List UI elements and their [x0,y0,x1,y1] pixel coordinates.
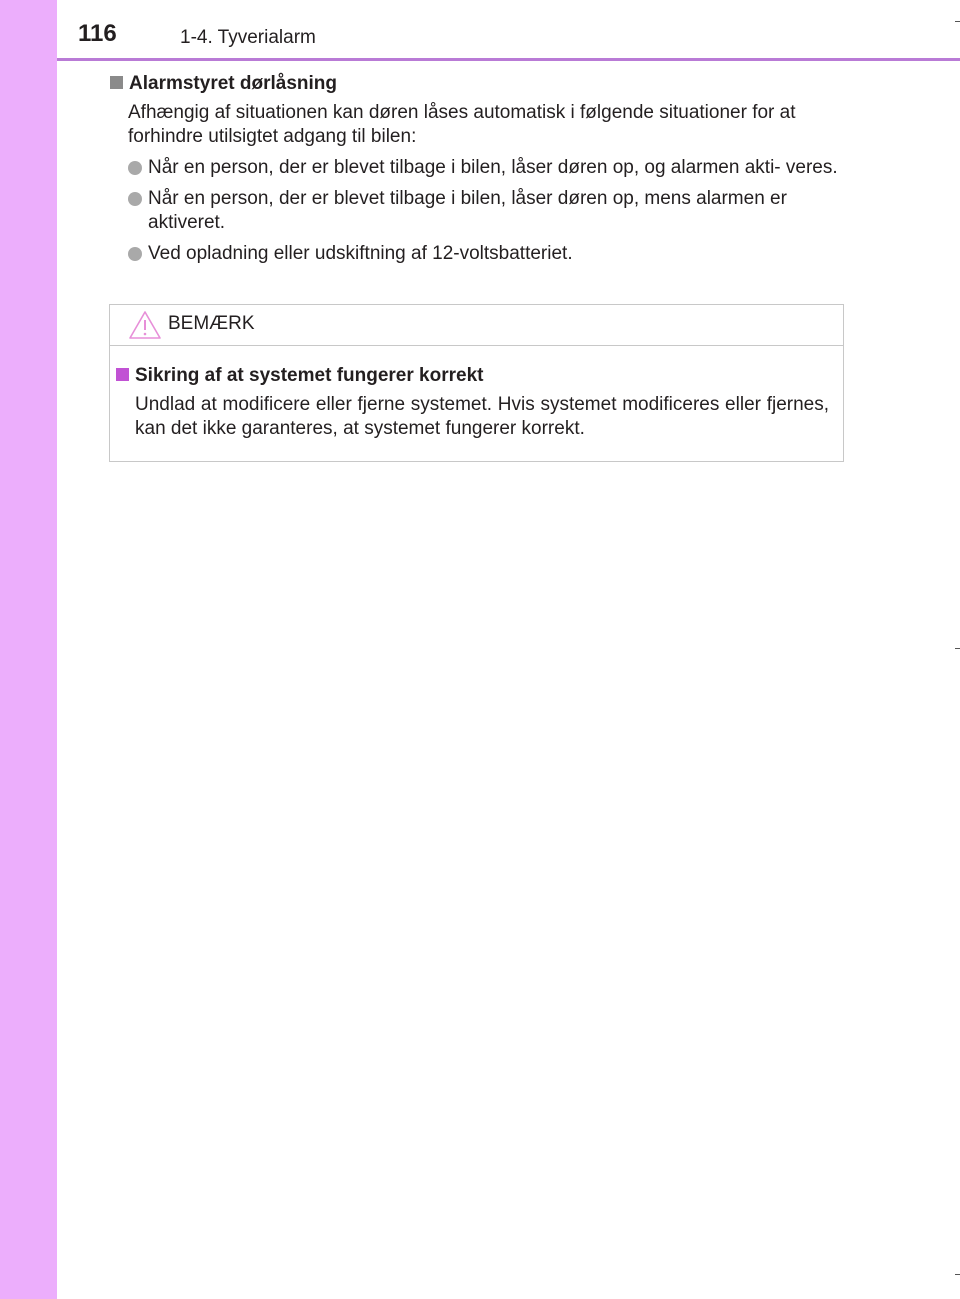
list-item-text: Ved opladning eller udskiftning af 12-voltsbatteriet. [148,243,573,264]
notice-body [110,346,843,441]
warning-triangle-icon [128,310,162,340]
circle-bullet-icon [128,192,142,206]
section-intro: Afhængig af situationen kan døren låses automatisk i følgende situationer for at forhindre utilsigtet adgang til bilen: [128,102,796,147]
crop-mark [955,648,960,649]
section-title: 1-4. Tyverialarm [180,27,316,48]
notice-heading-text: Sikring af at systemet fungerer korrekt [135,365,484,386]
list-item [128,242,850,266]
notice-heading [116,363,829,389]
notice-box [109,304,844,462]
square-bullet-icon [116,368,129,381]
crop-mark [955,1274,960,1275]
circle-bullet-icon [128,247,142,261]
header-rule [57,58,960,61]
notice-header [110,305,843,346]
list-item-text: Når en person, der er blevet tilbage i bilen, låser døren op, og alarmen akti- veres. [148,157,838,178]
notice-label: BEMÆRK [168,313,255,334]
sidebar-band [0,0,57,1299]
main-content [110,71,850,266]
circle-bullet-icon [128,161,142,175]
list-item [128,156,850,180]
notice-text: Undlad at modificere eller fjerne systemet. Hvis systemet modificeres eller fjernes, kan det ikke garanteres, at systemet fungerer korrekt. [135,394,829,439]
list-item [128,187,850,235]
section-heading [110,71,850,97]
page-number: 116 [78,20,117,47]
crop-mark [955,21,960,22]
section-heading-text: Alarmstyret dørlåsning [129,73,337,94]
square-bullet-icon [110,76,123,89]
list-item-text: Når en person, der er blevet tilbage i bilen, låser døren op, mens alarmen er aktiveret. [148,188,787,233]
